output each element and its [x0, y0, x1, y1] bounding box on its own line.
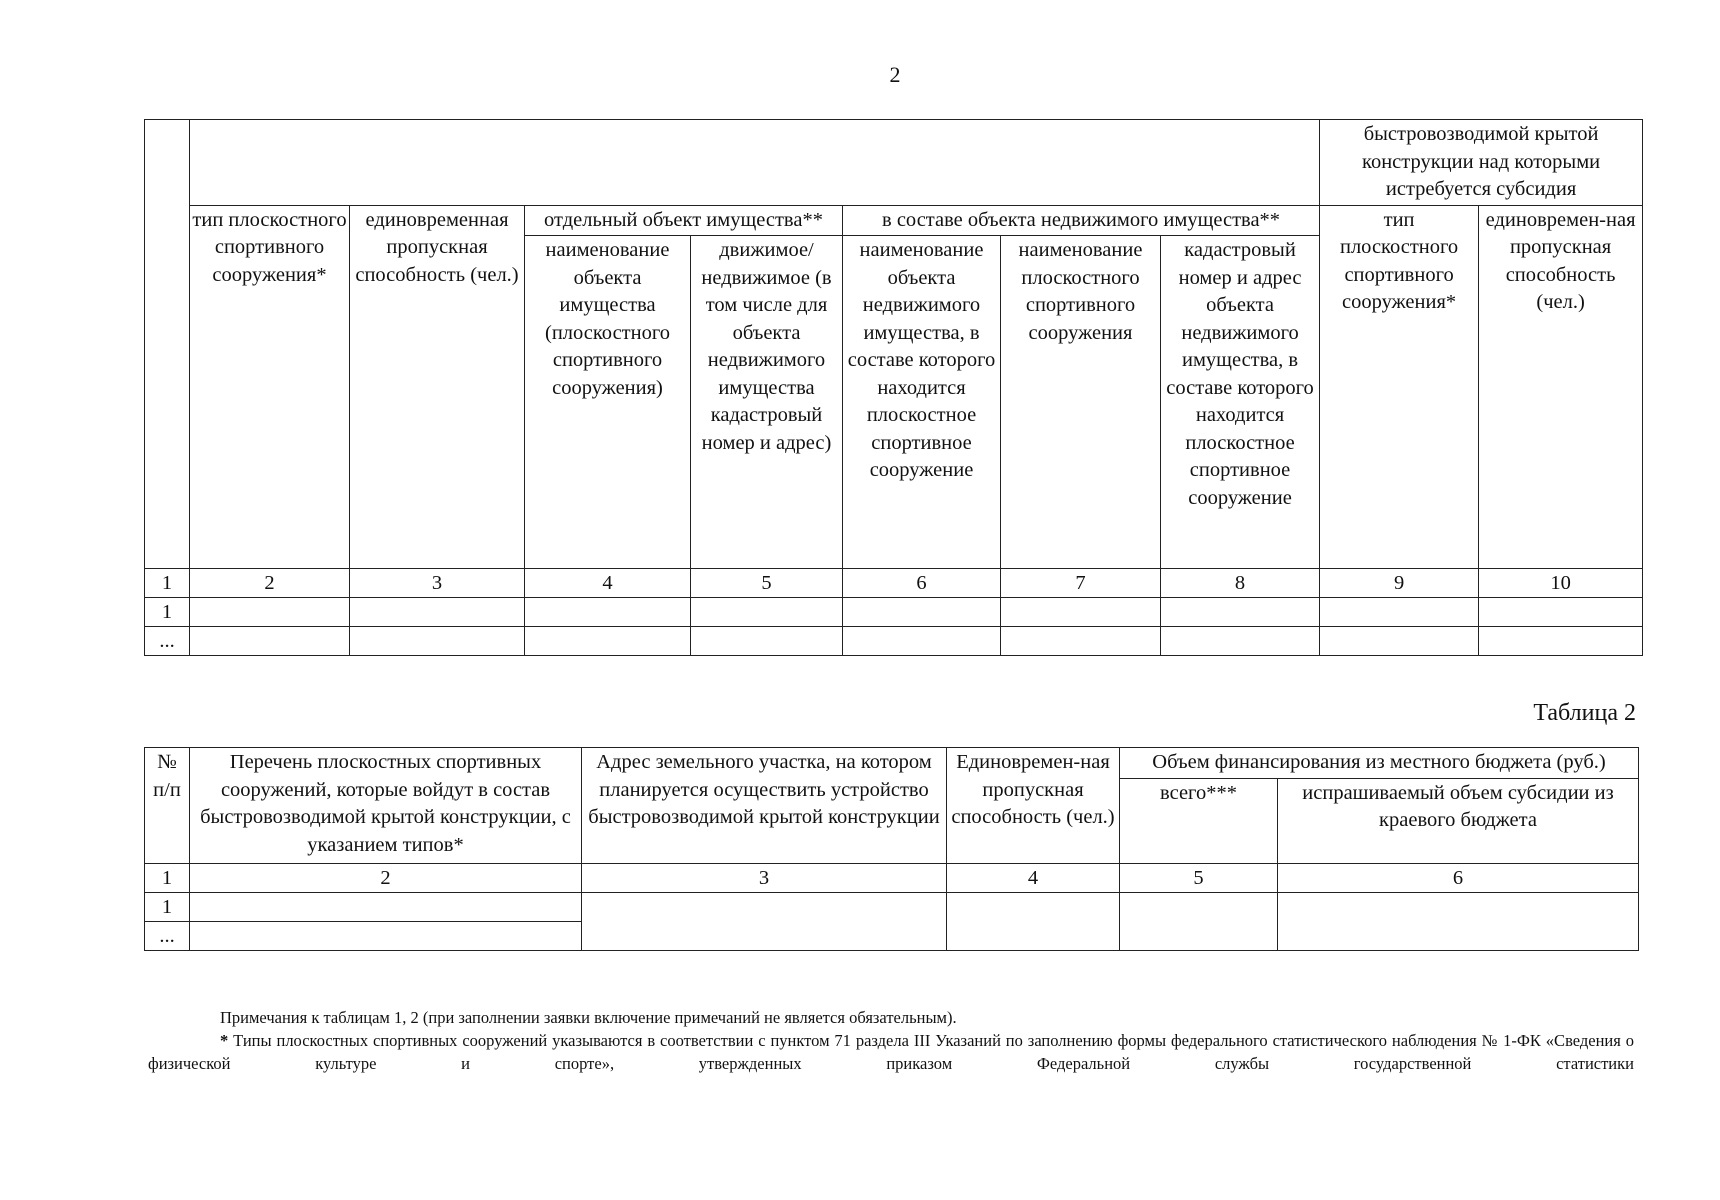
table2-empty-cell	[1120, 892, 1278, 950]
table2-col6-header: испрашиваемый объем субсидии из краевого бюджета	[1278, 778, 1639, 863]
table1-col3-header: единовременная пропускная способность (чел.)	[350, 205, 525, 569]
table1-num-cell: 6	[843, 569, 1001, 598]
table1-col2-header: тип плоскостного спортивного сооружения*	[190, 205, 350, 569]
table2-num-cell: 5	[1120, 863, 1278, 892]
table1-num-cell: 3	[350, 569, 525, 598]
table1-empty-cell	[1479, 598, 1643, 627]
table1-num-cell: 8	[1161, 569, 1320, 598]
table1-num-cell: 4	[525, 569, 691, 598]
table2-col5-header: всего***	[1120, 778, 1278, 863]
table2-empty-cell	[582, 892, 947, 950]
footnote-star: *	[220, 1031, 229, 1050]
table2-title: Таблица 2	[1533, 700, 1636, 726]
notes-line-1: Примечания к таблицам 1, 2 (при заполнении заявки включение примечаний не является обязательным).	[220, 1008, 957, 1027]
table1-empty-cell	[1001, 627, 1161, 656]
table2-num-cell: 3	[582, 863, 947, 892]
table1-number-row	[145, 569, 1643, 598]
notes	[148, 1006, 1634, 1075]
table1-empty-cell	[190, 598, 350, 627]
table2-empty-cell	[947, 892, 1120, 950]
table1-empty-cell	[350, 627, 525, 656]
table1-top-right-header: быстровозводимой крытой конструкции над которыми истребуется субсидия	[1320, 120, 1643, 206]
page-number: 2	[889, 62, 901, 87]
table1-num-cell: 9	[1320, 569, 1479, 598]
table1-empty-cell	[1320, 598, 1479, 627]
table2-empty-cell	[1278, 892, 1639, 950]
table1-col10-header: единовремен-ная пропускная способность (чел.)	[1479, 205, 1643, 569]
table1-col4-header: наименование объекта имущества (плоскостного спортивного сооружения)	[525, 236, 691, 569]
table1-num-cell: 1	[145, 569, 190, 598]
table1-num-cell: 10	[1479, 569, 1643, 598]
notes-line-2	[148, 1029, 1634, 1075]
table1-row-index: 1	[145, 598, 190, 627]
table1-empty-cell	[843, 627, 1001, 656]
table1-empty-cell	[691, 627, 843, 656]
table1-num-cell: 7	[1001, 569, 1161, 598]
table2-num-cell: 1	[145, 863, 190, 892]
table1-top-empty-cell	[190, 120, 1320, 206]
notes-line-2-text: Типы плоскостных спортивных сооружений указываются в соответствии с пунктом 71 раздела III Указаний по заполнению формы федерального статистического наблюдения № 1-ФК «Сведения о физической культуре и спорте», утвержденных приказом Федеральной службы государственной статистики	[148, 1031, 1634, 1073]
table1-empty-cell	[1161, 598, 1320, 627]
table2-col2-header: Перечень плоскостных спортивных сооружений, которые войдут в состав быстровозводимой крытой конструкции, с указанием типов*	[190, 748, 582, 864]
table1-group-composite: в составе объекта недвижимого имущества**	[843, 205, 1320, 236]
table1-col6-header: наименование объекта недвижимого имущества, в составе которого находится плоскостное спортивное сооружение	[843, 236, 1001, 569]
table1-empty-cell	[1001, 598, 1161, 627]
table1-empty-cell	[525, 627, 691, 656]
table-2	[144, 747, 1639, 951]
table1-num-cell: 2	[190, 569, 350, 598]
table-row	[145, 892, 1639, 921]
table2-row-index: 1	[145, 892, 190, 921]
table1-col5-header: движимое/ недвижимое (в том числе для объекта недвижимого имущества кадастровый номер и адрес)	[691, 236, 843, 569]
table1-empty-cell	[691, 598, 843, 627]
table1-group-separate: отдельный объект имущества**	[525, 205, 843, 236]
table2-col1-header: № п/п	[145, 748, 190, 864]
table1-col7-header: наименование плоскостного спортивного сооружения	[1001, 236, 1161, 569]
table1-corner-cell	[145, 120, 190, 569]
table1-col9-header: тип плоскостного спортивного сооружения*	[1320, 205, 1479, 569]
table1-row-index: ...	[145, 627, 190, 656]
table1-empty-cell	[1161, 627, 1320, 656]
table2-num-cell: 2	[190, 863, 582, 892]
table1-empty-cell	[350, 598, 525, 627]
table2-num-cell: 6	[1278, 863, 1639, 892]
table2-empty-cell	[190, 921, 582, 950]
table2-num-cell: 4	[947, 863, 1120, 892]
table1-empty-cell	[843, 598, 1001, 627]
table1-empty-cell	[1479, 627, 1643, 656]
table2-col3-header: Адрес земельного участка, на котором планируется осуществить устройство быстровозводимой крытой конструкции	[582, 748, 947, 864]
table2-group-financing: Объем финансирования из местного бюджета (руб.)	[1120, 748, 1639, 779]
table-row	[145, 598, 1643, 627]
table1-empty-cell	[525, 598, 691, 627]
table1-col8-header: кадастровый номер и адрес объекта недвижимого имущества, в составе которого находится плоскостное спортивное сооружение	[1161, 236, 1320, 569]
table2-col4-header: Единовремен-ная пропускная способность (чел.)	[947, 748, 1120, 864]
table1-num-cell: 5	[691, 569, 843, 598]
table1-empty-cell	[1320, 627, 1479, 656]
table-row	[145, 627, 1643, 656]
table-1	[144, 119, 1643, 656]
table2-number-row	[145, 863, 1639, 892]
table2-empty-cell	[190, 892, 582, 921]
table2-row-index: ...	[145, 921, 190, 950]
table1-empty-cell	[190, 627, 350, 656]
